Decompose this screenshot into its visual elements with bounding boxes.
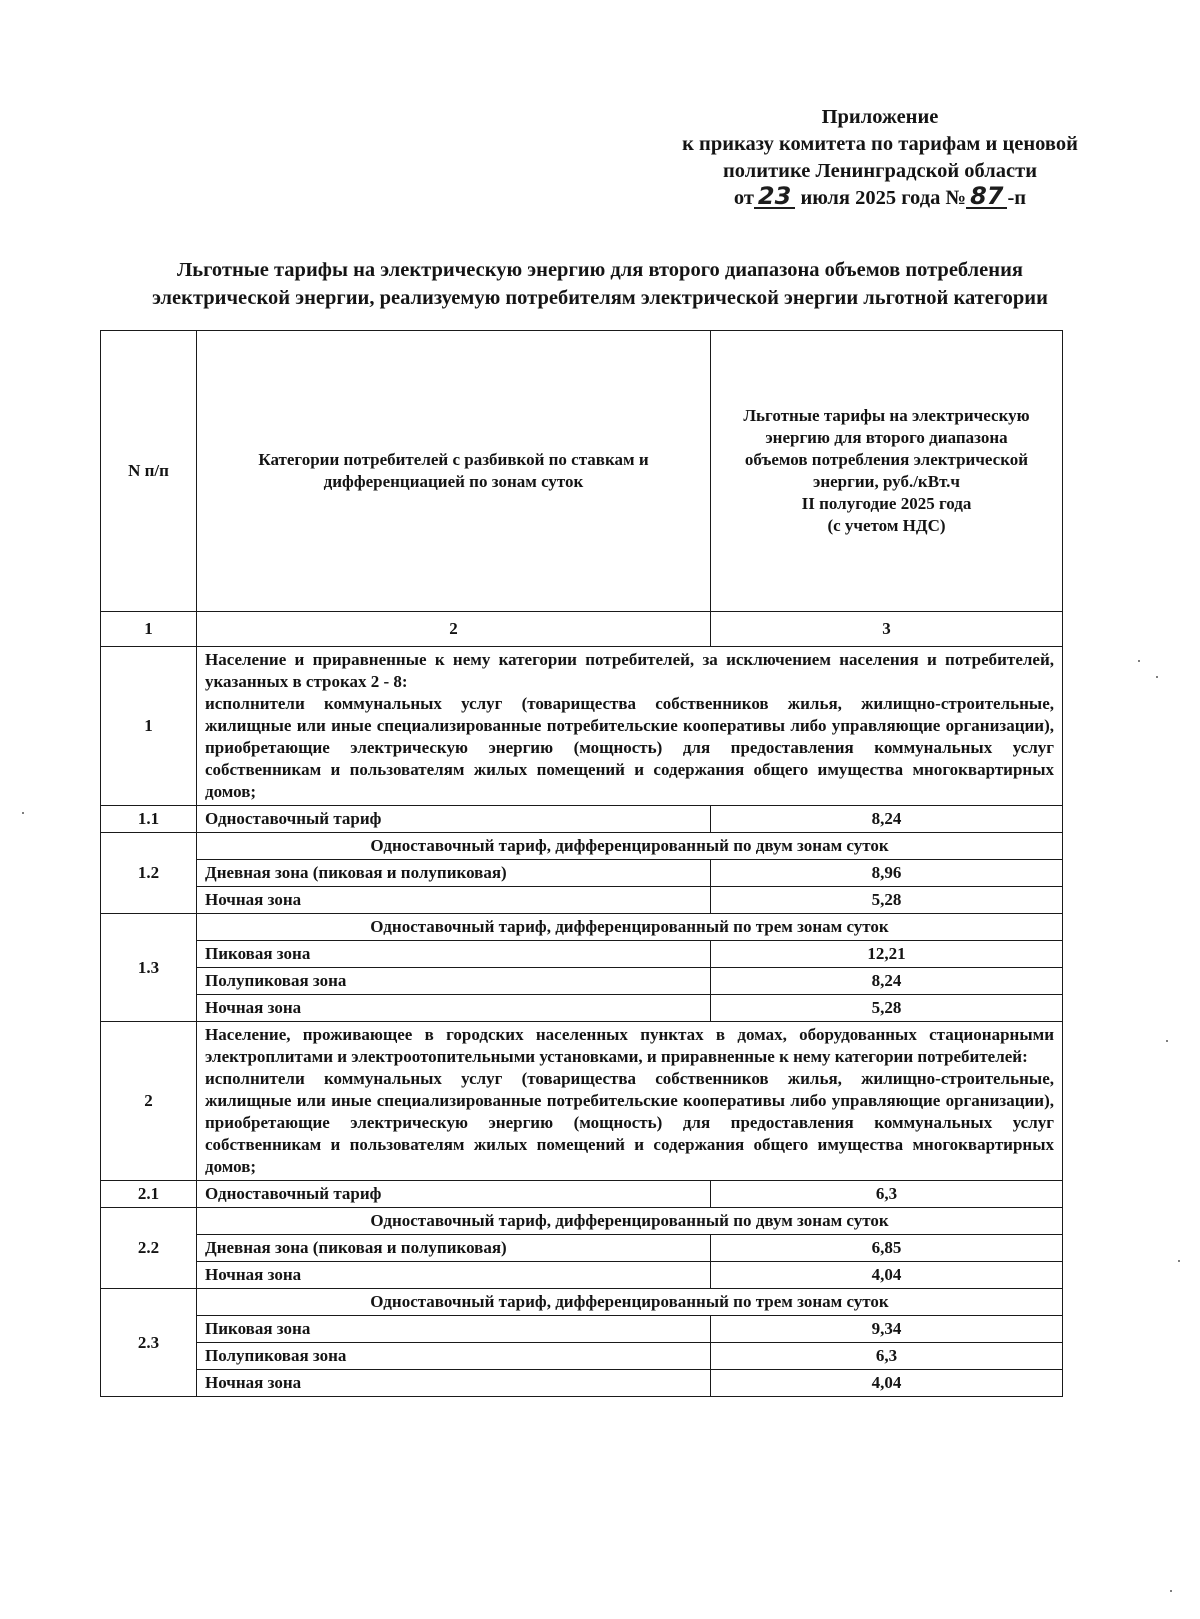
- column-index: 1: [101, 612, 197, 647]
- header-tariff-line: Льготные тарифы на электрическую: [743, 406, 1030, 425]
- category-description-text: Население, проживающее в городских населенных пунктах в домах, оборудованных стационарными электроплитами и электроотопительными установками, и приравненные к нему категории потребителей:: [205, 1025, 1054, 1066]
- tariff-value: 9,34: [711, 1316, 1063, 1343]
- scan-speck: [22, 812, 24, 814]
- scan-speck: [1138, 660, 1140, 662]
- appendix-label: Приложение: [821, 106, 939, 128]
- column-index: 2: [197, 612, 711, 647]
- table-row: [101, 914, 1063, 941]
- subsection-title: Одноставочный тариф, дифференцированный по трем зонам суток: [197, 1289, 1063, 1316]
- table-row: [101, 1181, 1063, 1208]
- category-description-text: исполнители коммунальных услуг (товарищества собственников жилья, жилищно-строительные, жилищные или иные специализированные потребительские кооперативы либо управляющие организации), приобретающие электрическую энергию (мощность) для предоставления коммунальных услуг собственникам и пользователям жилых помещений и содержания общего имущества многоквартирных домов;: [205, 694, 1054, 801]
- table-row: [101, 833, 1063, 860]
- row-number: 2.2: [101, 1208, 197, 1289]
- row-number: 2.3: [101, 1289, 197, 1397]
- tariff-value: 4,04: [711, 1262, 1063, 1289]
- table-row: [101, 860, 1063, 887]
- table-row: [101, 887, 1063, 914]
- table-row: [101, 647, 1063, 806]
- table-header-row: [101, 331, 1063, 612]
- tariff-label: Дневная зона (пиковая и полупиковая): [197, 1235, 711, 1262]
- tariff-value: 5,28: [711, 887, 1063, 914]
- table-row: [101, 1262, 1063, 1289]
- appendix-header: [640, 104, 1120, 212]
- header-tariff-line: энергии, руб./кВт.ч: [813, 472, 960, 491]
- subsection-title: Одноставочный тариф, дифференцированный по двум зонам суток: [197, 1208, 1063, 1235]
- tariff-value: 4,04: [711, 1370, 1063, 1397]
- header-number: N п/п: [101, 331, 197, 612]
- order-suffix: -п: [1007, 187, 1027, 209]
- header-category: Категории потребителей с разбивкой по ставкам и дифференциацией по зонам суток: [197, 331, 711, 612]
- table-row: [101, 995, 1063, 1022]
- row-number: 1: [101, 647, 197, 806]
- table-row: [101, 968, 1063, 995]
- scan-speck: [1178, 1260, 1180, 1262]
- column-index: 3: [711, 612, 1063, 647]
- table-row: [101, 1208, 1063, 1235]
- order-reference-line: к приказу комитета по тарифам и ценовой: [682, 133, 1078, 155]
- handwritten-day: 23: [754, 185, 795, 209]
- header-tariff-line: II полугодие 2025 года: [801, 494, 972, 513]
- tariff-label: Одноставочный тариф: [197, 806, 711, 833]
- row-number: 1.1: [101, 806, 197, 833]
- tariff-value: 6,3: [711, 1181, 1063, 1208]
- document-title: [100, 256, 1100, 312]
- category-description-text: исполнители коммунальных услуг (товарищества собственников жилья, жилищно-строительные, жилищные или иные специализированные потребительские кооперативы либо управляющие организации), приобретающие электрическую энергию (мощность) для предоставления коммунальных услуг собственникам и пользователям жилых помещений и содержания общего имущества многоквартирных домов;: [205, 1069, 1054, 1176]
- table-row: [101, 1316, 1063, 1343]
- tariff-label: Ночная зона: [197, 1370, 711, 1397]
- header-tariff-line: (с учетом НДС): [827, 516, 946, 535]
- table-row: [101, 806, 1063, 833]
- tariff-value: 6,85: [711, 1235, 1063, 1262]
- table-row: [101, 1289, 1063, 1316]
- title-line-1: Льготные тарифы на электрическую энергию для второго диапазона объемов потребления: [176, 259, 1023, 281]
- committee-line: политике Ленинградской области: [722, 160, 1038, 182]
- tariff-label: Полупиковая зона: [197, 1343, 711, 1370]
- date-middle: июля 2025 года №: [800, 187, 967, 209]
- tariff-label: Ночная зона: [197, 1262, 711, 1289]
- date-prefix: от: [733, 187, 754, 209]
- table-row: [101, 1235, 1063, 1262]
- category-description: [197, 1022, 1063, 1181]
- tariff-label: Ночная зона: [197, 887, 711, 914]
- row-number: 1.3: [101, 914, 197, 1022]
- tariff-label: Полупиковая зона: [197, 968, 711, 995]
- title-line-2: электрической энергии, реализуемую потребителям электрической энергии льготной категории: [152, 287, 1048, 309]
- table-row: [101, 1370, 1063, 1397]
- tariff-value: 8,24: [711, 806, 1063, 833]
- tariff-value: 8,24: [711, 968, 1063, 995]
- table-row: [101, 941, 1063, 968]
- tariff-label: Дневная зона (пиковая и полупиковая): [197, 860, 711, 887]
- tariff-table: [100, 330, 1063, 1397]
- scan-speck: [1156, 676, 1158, 678]
- row-number: 1.2: [101, 833, 197, 914]
- category-description: [197, 647, 1063, 806]
- scan-speck: [1170, 1590, 1172, 1592]
- subsection-title: Одноставочный тариф, дифференцированный по трем зонам суток: [197, 914, 1063, 941]
- tariff-label: Пиковая зона: [197, 1316, 711, 1343]
- category-description-text: Население и приравненные к нему категории потребителей, за исключением населения и потребителей, указанных в строках 2 - 8:: [205, 650, 1054, 691]
- header-tariff-line: объемов потребления электрической: [744, 450, 1029, 469]
- handwritten-order-number: 87: [966, 185, 1007, 209]
- tariff-label: Одноставочный тариф: [197, 1181, 711, 1208]
- table-row: [101, 1022, 1063, 1181]
- row-number: 2.1: [101, 1181, 197, 1208]
- tariff-value: 8,96: [711, 860, 1063, 887]
- order-date-line: [640, 182, 1120, 212]
- column-index-row: [101, 612, 1063, 647]
- subsection-title: Одноставочный тариф, дифференцированный по двум зонам суток: [197, 833, 1063, 860]
- tariff-value: 5,28: [711, 995, 1063, 1022]
- tariff-value: 6,3: [711, 1343, 1063, 1370]
- tariff-label: Пиковая зона: [197, 941, 711, 968]
- row-number: 2: [101, 1022, 197, 1181]
- scan-speck: [1166, 1040, 1168, 1042]
- header-tariff-line: энергию для второго диапазона: [765, 428, 1008, 447]
- tariff-label: Ночная зона: [197, 995, 711, 1022]
- header-tariff: [711, 331, 1063, 612]
- table-row: [101, 1343, 1063, 1370]
- tariff-value: 12,21: [711, 941, 1063, 968]
